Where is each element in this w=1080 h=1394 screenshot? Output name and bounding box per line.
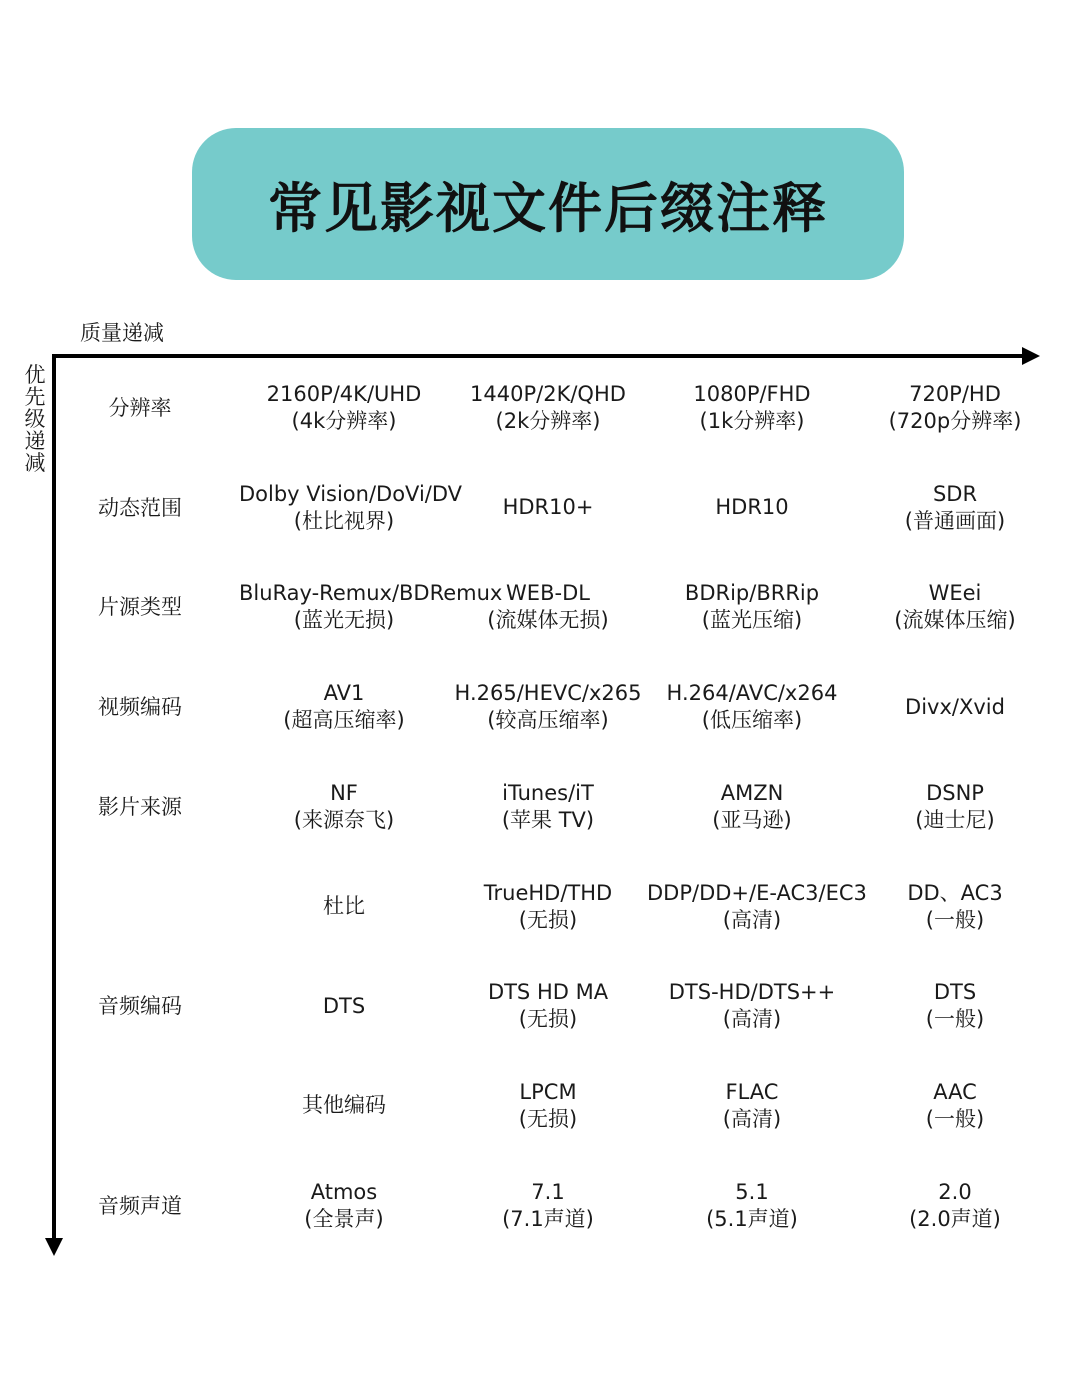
table-cell (647, 979, 857, 1033)
table-cell (443, 1079, 653, 1133)
table-cell (850, 880, 1060, 934)
cell-value: DD、AC3 (907, 880, 1003, 905)
cell-value: SDR (932, 481, 978, 506)
cell-value: LPCM (519, 1079, 577, 1104)
table-cell (647, 580, 857, 634)
table-cell (443, 979, 653, 1033)
vertical-axis-label (22, 364, 48, 474)
table-cell (443, 880, 653, 934)
cell-note: (4k分辨率) (291, 409, 397, 433)
cell-value: AV1 (323, 681, 365, 706)
table-cell (850, 481, 1060, 535)
cell-value: AAC (933, 1079, 977, 1104)
row-label: 片源类型 (98, 595, 182, 620)
cell-value: 2.0 (938, 1179, 972, 1204)
cell-value: Atmos (310, 1179, 378, 1204)
cell-value: 7.1 (531, 1179, 565, 1204)
cell-note: (蓝光无损) (293, 608, 395, 633)
table-cell (647, 1179, 857, 1233)
cell-note: (普通画面) (904, 508, 1006, 533)
cell-value: H.264/AVC/x264 (666, 681, 838, 706)
cell-value: DSNP (926, 780, 984, 805)
cell-note: (2k分辨率) (495, 409, 601, 433)
table-cell (239, 1179, 449, 1233)
cell-note: (超高压缩率) (283, 708, 405, 733)
horizontal-axis-arrow (1022, 347, 1040, 365)
cell-note: (流媒体压缩) (894, 608, 1016, 633)
table-cell (647, 381, 857, 435)
table-cell (239, 780, 449, 834)
table-cell (647, 780, 857, 834)
table-cell (647, 494, 857, 521)
cell-note: (7.1声道) (502, 1206, 594, 1231)
cell-note: (全景声) (304, 1206, 384, 1231)
horizontal-axis-label: 质量递减 (80, 321, 164, 345)
cell-value: 5.1 (735, 1179, 769, 1204)
row-label: 影片来源 (98, 794, 182, 819)
page-title: 常见影视文件后缀注释 (268, 176, 828, 240)
vertical-axis-char: 先 (24, 385, 46, 409)
cell-value: FLAC (725, 1079, 779, 1104)
cell-value: DTS-HD/DTS++ (668, 980, 836, 1005)
table-cell (443, 1179, 653, 1233)
cell-note: (一般) (925, 1106, 985, 1131)
table-cell (850, 1179, 1060, 1233)
cell-note: (一般) (925, 1007, 985, 1032)
cell-value: 杜比 (323, 894, 365, 918)
table-cell (239, 1092, 449, 1119)
cell-note: (无损) (518, 1106, 578, 1131)
table-cell (850, 694, 1060, 721)
row-label: 视频编码 (98, 695, 182, 720)
table-cell (443, 580, 653, 634)
cell-value: 720P/HD (909, 382, 1001, 406)
cell-value: BluRay-Remux/BDRemux (239, 581, 503, 606)
cell-note: (亚马逊) (712, 807, 792, 832)
cell-note: (蓝光压缩) (701, 608, 803, 633)
cell-note: (2.0声道) (909, 1206, 1001, 1231)
cell-value: 2160P/4K/UHD (266, 382, 422, 406)
table-cell (239, 580, 503, 634)
cell-note: (迪士尼) (915, 807, 995, 832)
table-cell (647, 1079, 857, 1133)
cell-value: iTunes/iT (502, 780, 594, 805)
cell-note: (一般) (925, 907, 985, 932)
cell-value: H.265/HEVC/x265 (454, 681, 642, 706)
table-cell (239, 381, 449, 435)
cell-note: (杜比视界) (293, 508, 395, 533)
cell-value: DTS (933, 980, 977, 1005)
vertical-axis-arrow (45, 1238, 63, 1256)
cell-value: TrueHD/THD (483, 880, 613, 905)
table-cell (443, 494, 653, 521)
table-cell (647, 680, 857, 734)
table-cell (239, 481, 463, 535)
cell-note: (苹果 TV) (501, 807, 595, 832)
cell-note: (较高压缩率) (487, 708, 609, 733)
table-cell (647, 880, 867, 934)
table-cell (443, 780, 653, 834)
cell-note: (720p分辨率) (888, 409, 1022, 433)
cell-note: (来源奈飞) (293, 807, 395, 832)
cell-value: NF (330, 780, 358, 805)
cell-value: Divx/Xvid (905, 694, 1005, 719)
cell-note: (无损) (518, 907, 578, 932)
cell-value: DTS (322, 993, 366, 1018)
cell-note: (高清) (722, 1106, 782, 1131)
table-cell (850, 780, 1060, 834)
cell-value: HDR10 (715, 495, 789, 520)
vertical-axis-char: 级 (24, 407, 46, 431)
vertical-axis-char: 递 (24, 429, 46, 453)
cell-note: (高清) (722, 907, 782, 932)
vertical-axis-char: 优 (24, 363, 46, 387)
row-label: 音频编码 (98, 994, 182, 1019)
cell-value: DTS HD MA (487, 980, 609, 1005)
table-cell (239, 680, 449, 734)
cell-note: (流媒体无损) (487, 608, 609, 633)
cell-value: 1440P/2K/QHD (470, 382, 626, 406)
cell-value: Dolby Vision/DoVi/DV (239, 481, 463, 506)
cell-note: (高清) (722, 1007, 782, 1032)
cell-value: DDP/DD+/E-AC3/EC3 (647, 880, 867, 905)
cell-value: WEB-DL (506, 581, 590, 606)
cell-value: BDRip/BRRip (684, 581, 820, 606)
table-cell (850, 580, 1060, 634)
table-cell (239, 893, 449, 920)
cell-note: (1k分辨率) (699, 409, 805, 433)
row-label: 音频声道 (98, 1193, 182, 1218)
cell-note: (5.1声道) (706, 1206, 798, 1231)
row-label: 分辨率 (108, 396, 172, 420)
table-cell (443, 680, 653, 734)
cell-value: 其他编码 (302, 1093, 386, 1118)
table-cell (443, 381, 653, 435)
cell-note: (低压缩率) (701, 708, 803, 733)
cell-value: HDR10+ (502, 495, 594, 520)
row-label: 动态范围 (98, 495, 182, 520)
cell-value: 1080P/FHD (693, 382, 811, 406)
table-cell (239, 993, 449, 1020)
table-cell (850, 381, 1060, 435)
cell-value: WEei (928, 581, 982, 606)
table-cell (850, 979, 1060, 1033)
vertical-axis-char: 减 (24, 451, 46, 475)
table-cell (850, 1079, 1060, 1133)
cell-note: (无损) (518, 1007, 578, 1032)
cell-value: AMZN (720, 780, 784, 805)
